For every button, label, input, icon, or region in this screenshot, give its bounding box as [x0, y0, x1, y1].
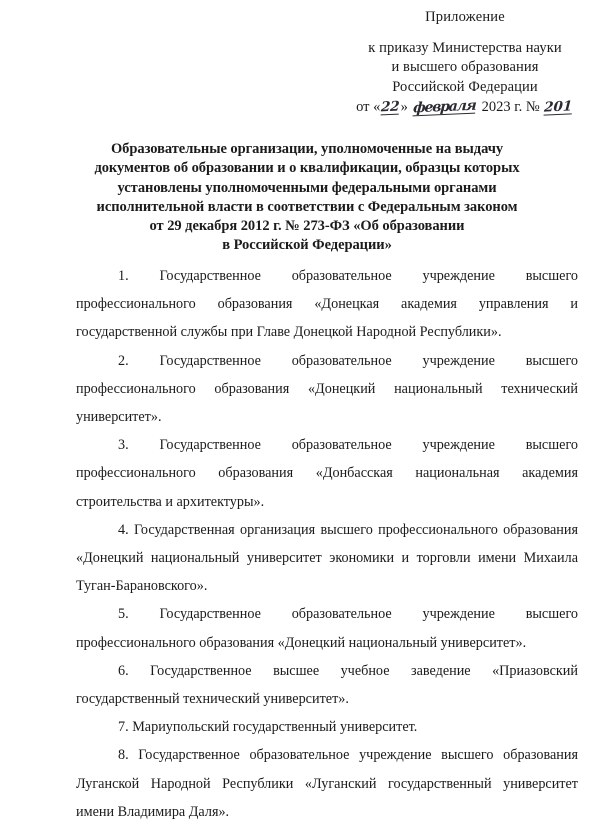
header-line-federation: Российской Федерации	[392, 78, 538, 95]
list-item: 7. Мариупольский государственный университет.	[118, 719, 418, 736]
list-item: 1. Государственное образовательное учреждение высшего профессионального образования «Донецкая академия управления и государственной службы при Главе Донецкой Народной Республики».	[76, 268, 578, 341]
handwritten-month: февраля	[413, 97, 477, 117]
appendix-header-block	[340, 8, 590, 118]
title-line-1: Образовательные организации, уполномоченные на выдачу	[110, 141, 504, 157]
header-line-higher-education: и высшего образования	[391, 59, 539, 75]
organizations-list	[76, 262, 578, 826]
list-item: 3. Государственное образовательное учреждение высшего профессионального образования «Донбасская национальная академия строительства и архитектуры».	[76, 437, 578, 510]
page-title	[57, 140, 557, 256]
order-date-mid: »	[400, 99, 408, 115]
title-line-3: установлены уполномоченными федеральными органами	[117, 179, 497, 196]
title-line-5: от 29 декабря 2012 г. № 273-ФЗ «Об образовании	[149, 218, 465, 235]
list-item: 8. Государственное образовательное учреждение высшего образования Луганской Народной Республики «Луганский государственный университет имени Владимира Даля».	[76, 747, 578, 820]
list-item: 6. Государственное высшее учебное заведение «Приазовский государственный технический университет».	[76, 662, 578, 708]
handwritten-order-number: 201	[543, 98, 573, 116]
handwritten-day: 22	[380, 98, 401, 116]
list-item: 5. Государственное образовательное учреждение высшего профессионального образования «Донецкий национальный университет».	[76, 606, 578, 651]
title-line-4: исполнительной власти в соответствии с Федеральным законом	[96, 198, 518, 215]
appendix-label: Приложение	[425, 9, 505, 25]
order-year-label: 2023 г. №	[481, 99, 540, 115]
list-item: 2. Государственное образовательное учреждение высшего профессионального образования «Донецкий национальный технический университет».	[76, 352, 578, 426]
title-line-6: в Российской Федерации»	[222, 237, 392, 254]
header-line-ministry: к приказу Министерства науки	[368, 39, 562, 56]
order-date-number-line	[340, 98, 590, 118]
list-item: 4. Государственная организация высшего профессионального образования «Донецкий национальный университет экономики и торговли имени Михаила Туган-Барановского».	[76, 521, 578, 595]
title-line-2: документов об образовании и о квалификации, образцы которых	[94, 160, 520, 177]
order-date-prefix: от «	[356, 99, 381, 115]
